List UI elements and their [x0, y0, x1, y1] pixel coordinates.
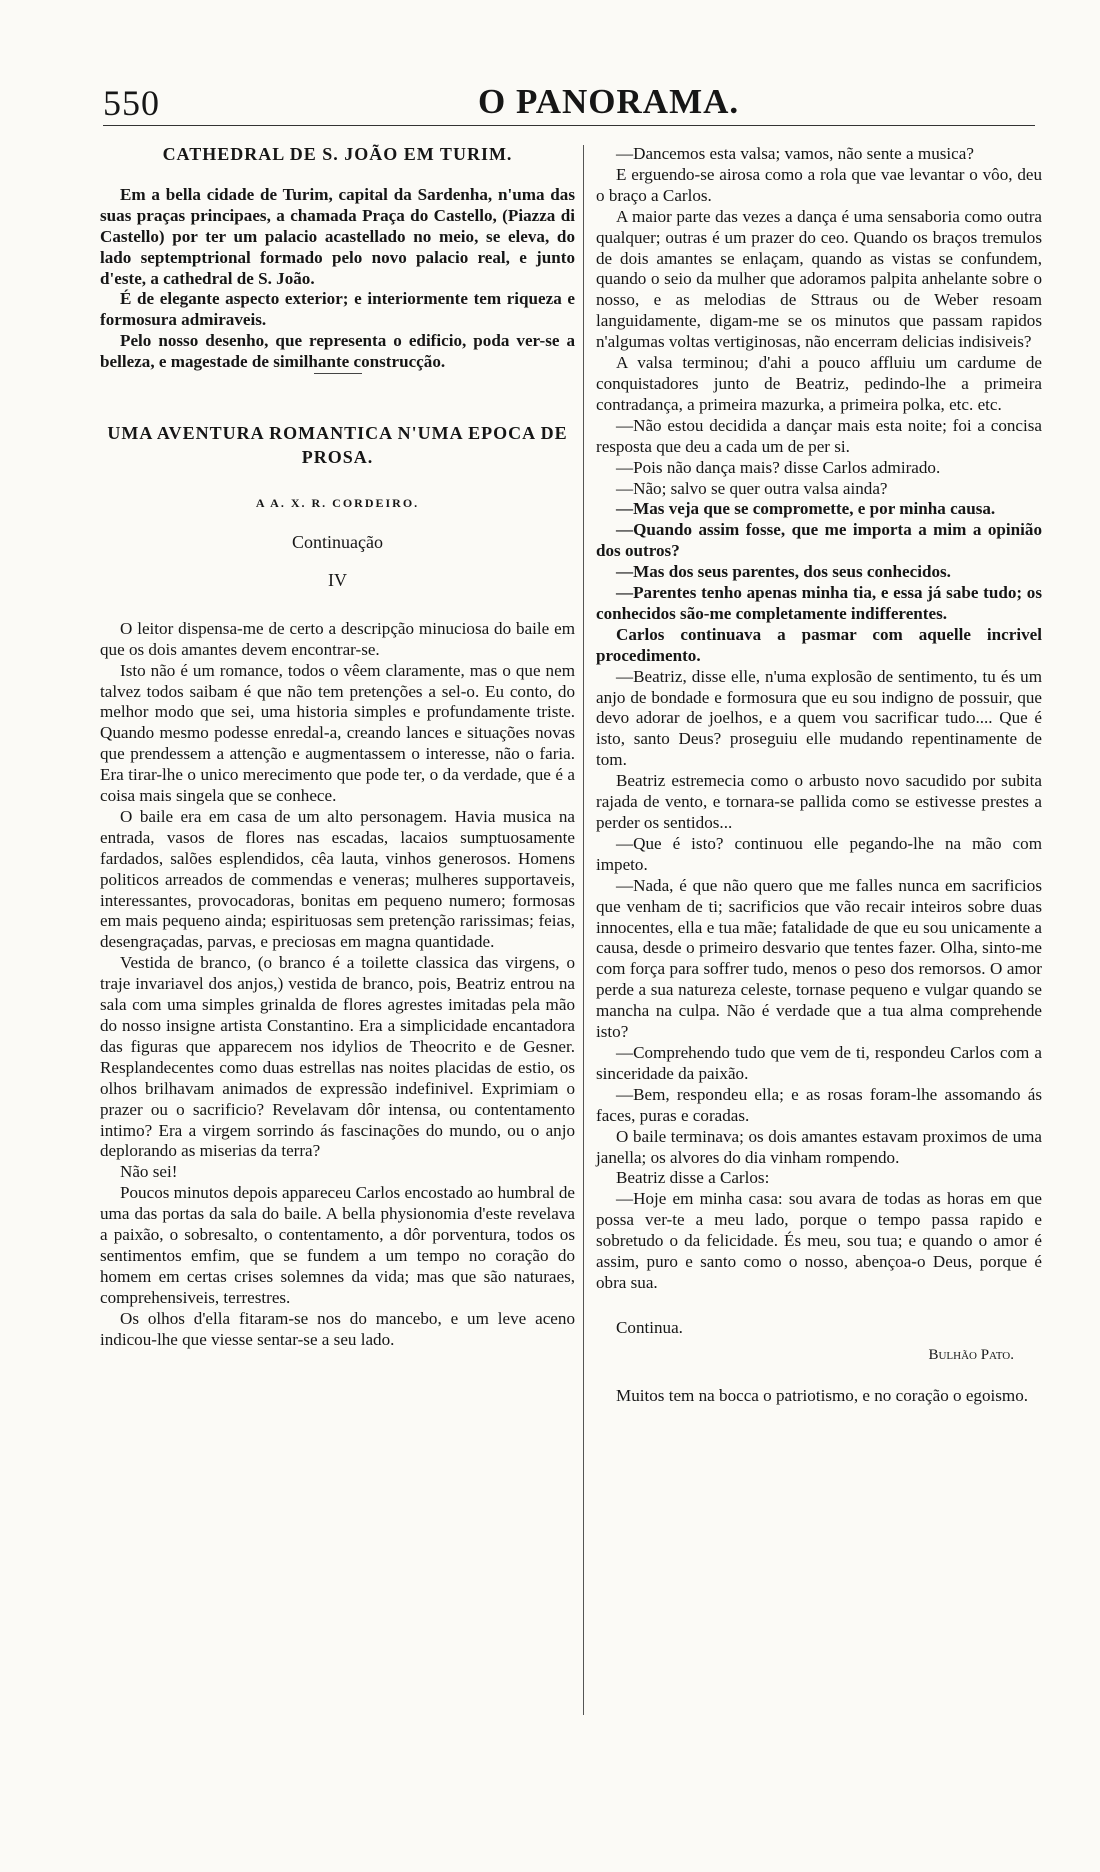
body-paragraph: —Bem, respondeu ella; e as rosas foram-lhe assomando ás faces, puras e coradas.	[596, 1084, 1042, 1125]
body-paragraph: O baile terminava; os dois amantes estavam proximos de uma janella; os alvores do dia vinham rompendo.	[596, 1126, 1042, 1167]
body-paragraph: Os olhos d'ella fitaram-se nos do mancebo, e um leve aceno indicou-lhe que viesse sentar-se a seu lado.	[100, 1308, 575, 1349]
intro-paragraph: Em a bella cidade de Turim, capital da Sardenha, n'uma das suas praças principaes, a chamada Praça do Castello, (Piazza di Castello) por ter um palacio acastellado no meio, se eleva, do lado septemptrional formado pelo novo palacio real, e junto d'este, a cathedral de S. João.	[100, 184, 575, 288]
body-paragraph: —Hoje em minha casa: sou avara de todas as horas em que possa ver-te a meu lado, porque o tempo passa rapido e sobretudo o da felicidade. És meu, sou tua; e quando o amor é assim, puro e santo como o nosso, abençoa-o Deus, porque é obra sua.	[596, 1189, 1042, 1292]
body-paragraph: O baile era em casa de um alto personagem. Havia musica na entrada, vasos de flores nas escadas, lacaios sumptuosamente fardados, salões esplendidos, cêa lauta, vinhos generosos. Homens politicos arreados de commendas e veneras; mulheres supportaveis, interessantes, provocadoras, bonitas em pequeno numero; formosas em mais pequeno ainda; espirituosas sem pretenção rarissimas; feias, desengraçadas, parvas, e preciosas em magna quantidade.	[100, 806, 575, 952]
closing-maxim: Muitos tem na bocca o patriotismo, e no coração o egoismo.	[616, 1385, 1029, 1405]
body-paragraph: Poucos minutos depois appareceu Carlos encostado ao humbral de uma das portas da sala do baile. A bella physionomia d'este revelava a paixão, o sobresalto, o contentamento, a dôr porventura, todos os sentimentos emfim, que se fundem a um tempo no coração do homem em certas crises solemnes da vida; mas que são naturaes, comprehensiveis, terrestres.	[100, 1183, 575, 1307]
body-paragraph: A maior parte das vezes a dança é uma sensaboria como outra qualquer; outras é um prazer do ceo. Quando os braços tremulos de dois amantes se enlaçam, quando as vistas se confundem, quando o seio da mulher que adoramos palpita anhelante sobre o nosso, e as melodias de Sttraus ou de Weber resoam languidamente, digam-me se os minutos que passam rapidos n'algumas voltas vertiginosas, não encerram delicias indisiveis?	[596, 206, 1042, 352]
body-paragraph: —Mas veja que se compromette, e por minha causa.	[616, 499, 996, 519]
body-paragraph: Isto não é um romance, todos o vêem claramente, mas o que nem talvez todos saibam é que não tem pretenções a sel-o. Eu conto, do melhor modo que sei, uma historia simples e profundamente triste. Quando mesmo podesse enredal-a, creando lances e situações novas que prendessem a attenção e augmentassem o interesse, não o faria. Era tirar-lhe o unico merecimento que pode ter, o da verdade, que é a coisa mais singela que se conhece.	[100, 660, 575, 806]
body-paragraph: —Beatriz, disse elle, n'uma explosão de sentimento, tu és um anjo de bondade e formosura que eu sou indigno de possuir, que devo adorar de joelhos, e a quem vou sacrificar tudo.... Que é isto, santo Deus? proseguiu elle mudando repentinamente de tom.	[596, 666, 1042, 770]
section-title: CATHEDRAL DE S. JOÃO EM TURIM.	[162, 144, 513, 164]
body-paragraph: Vestida de branco, (o branco é a toilette classica das virgens, o traje invariavel dos anjos,) vestida de branco, pois, Beatriz entrou na sala com uma simples grinalda de flores agrestes imitadas pela mão do nosso insigne artista Constantino. Era a simplicidade encantadora das figuras que apparecem nos idylios de Theocrito e de Gesner. Resplandecentes como duas estrellas nas noites placidas de estio, os olhos brilhavam animados de expressão indefinivel. Exprimiam o prazer ou o sacrificio? Revelavam dôr intensa, ou contentamento intimo? Era a virgem sorrindo ás fascinações do mundo, ou o anjo deplorando as miserias da terra?	[100, 953, 575, 1161]
body-paragraph: —Não; salvo se quer outra valsa ainda?	[616, 478, 888, 498]
story-title: UMA AVENTURA ROMANTICA N'UMA EPOCA DE PROSA.	[107, 423, 568, 468]
body-paragraph: Não sei!	[120, 1162, 178, 1182]
to-be-continued: Continua.	[616, 1317, 683, 1337]
body-paragraph: —Não estou decidida a dançar mais esta noite; foi a concisa resposta que deu a cada um de per si.	[596, 415, 1042, 456]
body-paragraph: —Nada, é que não quero que me falles nunca em sacrificios que venham de ti; sacrificios que vão recair inteiros sobre duas innocentes, ella e tua mãe; fatalidade de que eu sou unicamente a causa, desde o primeiro desvario que tentes fazer. Olha, sinto-me com força para soffrer tudo, menos o peso dos remorsos. O amor perde a sua natureza celeste, tornase pequeno e vulgar quando se mancha na culpa. Não é verdade que a tua alma comprehende isto?	[596, 875, 1042, 1042]
body-paragraph: Beatriz estremecia como o arbusto novo sacudido por subita rajada de vento, e tornara-se pallida como se estivesse prestes a perder os sentidos...	[596, 771, 1042, 832]
continuation-label: Continuação	[292, 531, 383, 552]
body-paragraph: —Que é isto? continuou elle pegando-lhe na mão com impeto.	[596, 833, 1042, 874]
body-paragraph: A valsa terminou; d'ahi a pouco affluiu um cardume de conquistadores junto de Beatriz, pedindo-lhe a primeira contradança, a primeira mazurka, a primeira polka, etc. etc.	[596, 353, 1042, 414]
page-number: 550	[103, 83, 160, 123]
body-paragraph: Beatriz disse a Carlos:	[616, 1168, 770, 1188]
section-divider	[314, 373, 362, 388]
body-paragraph: —Quando assim fosse, que me importa a mim a opinião dos outros?	[596, 520, 1042, 561]
intro-paragraph: É de elegante aspecto exterior; e interiormente tem riqueza e formosura admiraveis.	[100, 289, 575, 330]
author-signature: Bulhão Pato.	[928, 1346, 1014, 1363]
chapter-number: IV	[328, 569, 347, 590]
right-column	[596, 144, 1042, 1407]
body-paragraph: —Dancemos esta valsa; vamos, não sente a musica?	[616, 144, 974, 163]
body-paragraph: —Parentes tenho apenas minha tia, e essa já sabe tudo; os conhecidos são-me completamente indifferentes.	[596, 583, 1042, 623]
header-rule	[103, 125, 1035, 126]
intro-block	[100, 185, 575, 373]
story-body-left	[100, 619, 575, 1351]
body-paragraph: O leitor dispensa-me de certo a descripção minuciosa do baile em que os dois amantes devem encontrar-se.	[100, 618, 575, 659]
spacer	[596, 1294, 1042, 1318]
author-line: A A. X. R. CORDEIRO.	[255, 496, 420, 511]
body-paragraph: Carlos continuava a pasmar com aquelle incrivel procedimento.	[596, 624, 1042, 665]
masthead-title: O PANORAMA.	[478, 82, 740, 121]
body-paragraph: —Pois não dança mais? disse Carlos admirado.	[616, 457, 941, 477]
body-paragraph: —Comprehendo tudo que vem de ti, respondeu Carlos com a sinceridade da paixão.	[596, 1042, 1042, 1083]
body-paragraph: E erguendo-se airosa como a rola que vae levantar o vôo, deu o braço a Carlos.	[596, 164, 1042, 205]
left-column	[100, 144, 575, 1351]
intro-paragraph: Pelo nosso desenho, que representa o edificio, poda ver-se a belleza, e magestade de similhante construcção.	[100, 331, 575, 372]
column-divider	[583, 145, 584, 1715]
body-paragraph: —Mas dos seus parentes, dos seus conhecidos.	[616, 562, 951, 582]
